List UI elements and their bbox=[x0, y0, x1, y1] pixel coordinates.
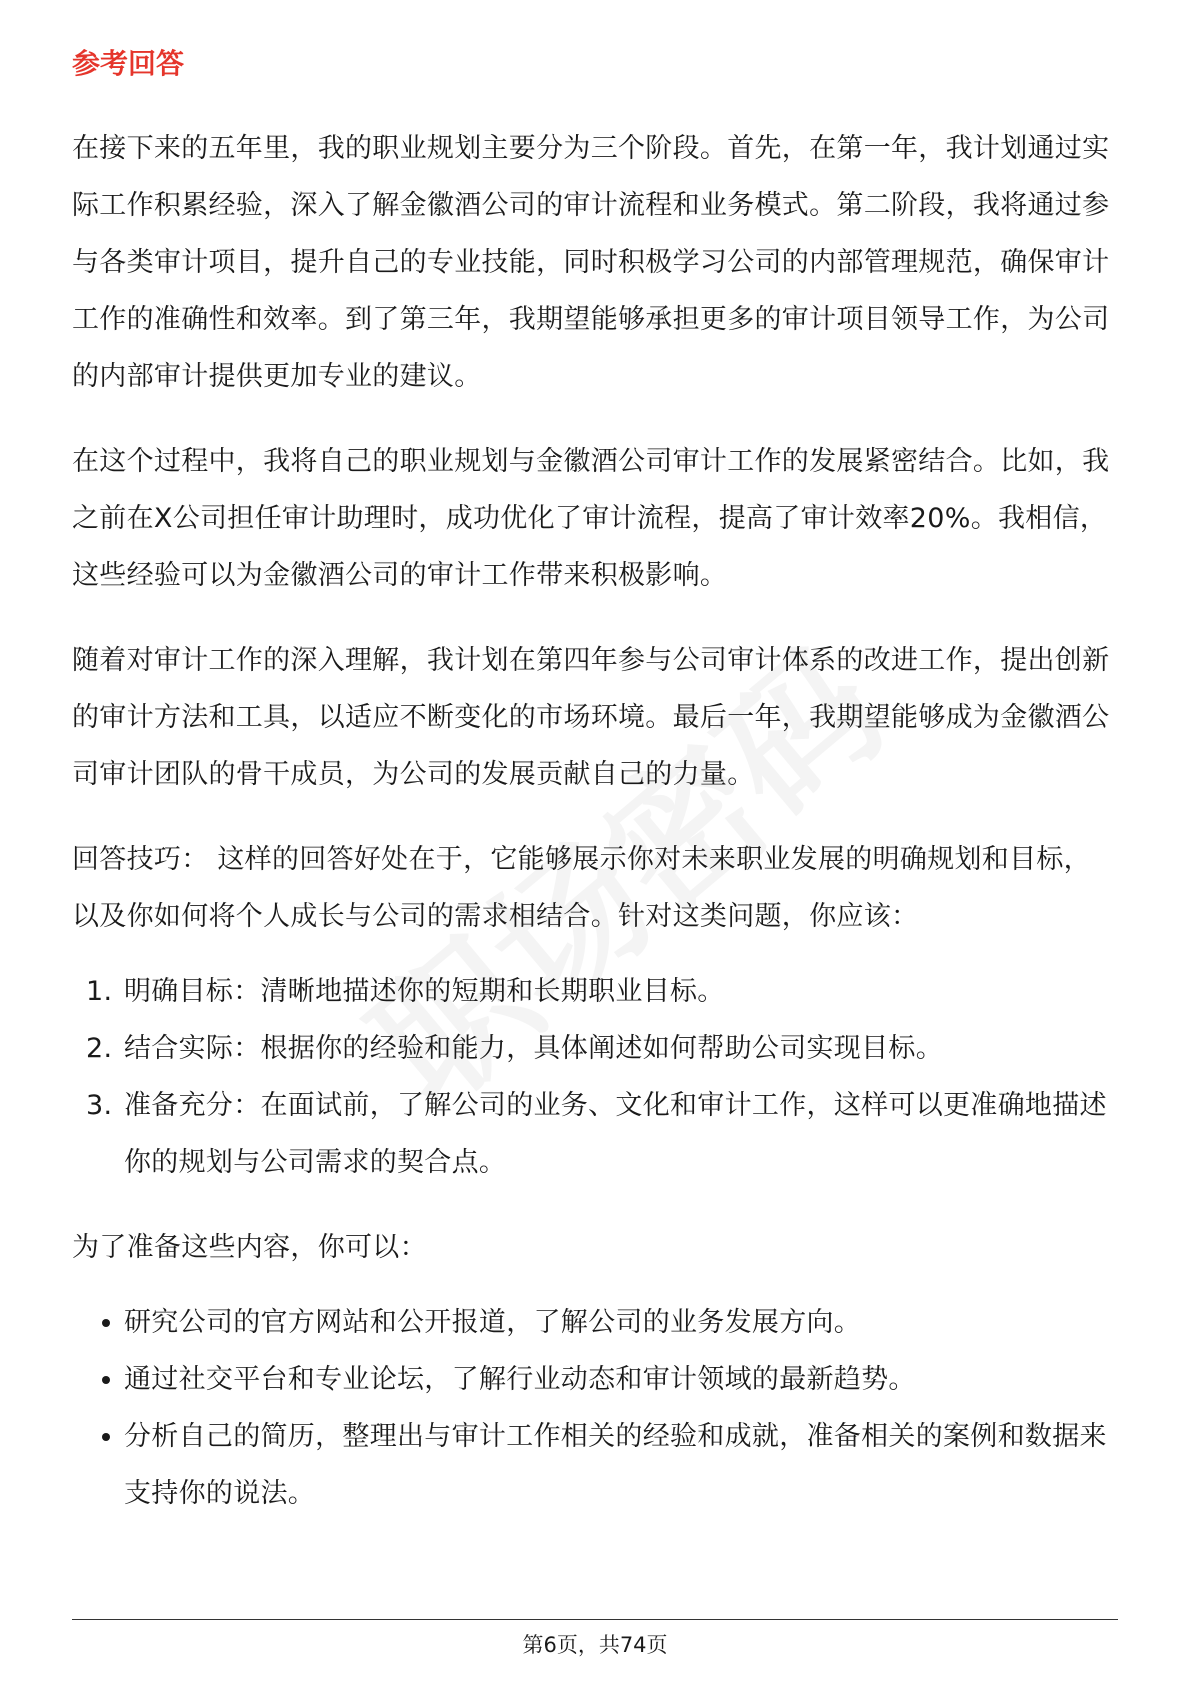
list-item bbox=[72, 1408, 1117, 1522]
list-item-text: 明确目标：清晰地描述你的短期和长期职业目标。 bbox=[124, 976, 725, 1007]
list-item-text: 通过社交平台和专业论坛，了解行业动态和审计领域的最新趋势。 bbox=[124, 1364, 916, 1395]
list-item-text: 研究公司的官方网站和公开报道，了解公司的业务发展方向。 bbox=[124, 1307, 862, 1338]
list-number: 1. bbox=[86, 976, 113, 1007]
list-item bbox=[72, 963, 1117, 1020]
list-item bbox=[72, 1020, 1117, 1077]
prep-bullet-list bbox=[72, 1294, 1117, 1522]
bullet-icon bbox=[102, 1319, 110, 1327]
document-page bbox=[72, 44, 1117, 1550]
page-number: 第6页，共74页 bbox=[522, 1633, 668, 1657]
list-item bbox=[72, 1351, 1117, 1408]
list-item bbox=[72, 1294, 1117, 1351]
prep-intro: 为了准备这些内容，你可以： bbox=[72, 1232, 427, 1263]
tips-paragraph: 回答技巧： 这样的回答好处在于，它能够展示你对未来职业发展的明确规划和目标，以及你如何将个人成长与公司的需求相结合。针对这类问题，你应该： bbox=[72, 844, 1091, 932]
answer-paragraph-1: 在接下来的五年里，我的职业规划主要分为三个阶段。首先，在第一年，我计划通过实际工作积累经验，深入了解金徽酒公司的审计流程和业务模式。第二阶段，我将通过参与各类审计项目，提升自己的专业技能，同时积极学习公司的内部管理规范，确保审计工作的准确性和效率。到了第三年，我期望能够承担更多的审计项目领导工作，为公司的内部审计提供更加专业的建议。 bbox=[72, 133, 1110, 392]
list-item-text: 分析自己的简历，整理出与审计工作相关的经验和成就，准备相关的案例和数据来支持你的说法。 bbox=[124, 1421, 1107, 1509]
footer-divider bbox=[72, 1619, 1118, 1620]
list-number: 2. bbox=[86, 1033, 113, 1064]
answer-paragraph-2: 在这个过程中，我将自己的职业规划与金徽酒公司审计工作的发展紧密结合。比如，我之前在X公司担任审计助理时，成功优化了审计流程，提高了审计效率20%。我相信，这些经验可以为金徽酒公司的审计工作带来积极影响。 bbox=[72, 446, 1110, 591]
bullet-icon bbox=[102, 1433, 110, 1441]
list-item bbox=[72, 1077, 1117, 1191]
list-item-text: 结合实际：根据你的经验和能力，具体阐述如何帮助公司实现目标。 bbox=[124, 1033, 943, 1064]
answer-paragraph-3: 随着对审计工作的深入理解，我计划在第四年参与公司审计体系的改进工作，提出创新的审计方法和工具，以适应不断变化的市场环境。最后一年，我期望能够成为金徽酒公司审计团队的骨干成员，为公司的发展贡献自己的力量。 bbox=[72, 645, 1110, 790]
bullet-icon bbox=[102, 1376, 110, 1384]
list-number: 3. bbox=[86, 1090, 113, 1121]
tips-numbered-list bbox=[72, 963, 1117, 1191]
section-heading: 参考回答 bbox=[72, 47, 185, 80]
list-item-text: 准备充分：在面试前，了解公司的业务、文化和审计工作，这样可以更准确地描述你的规划与公司需求的契合点。 bbox=[124, 1090, 1107, 1178]
